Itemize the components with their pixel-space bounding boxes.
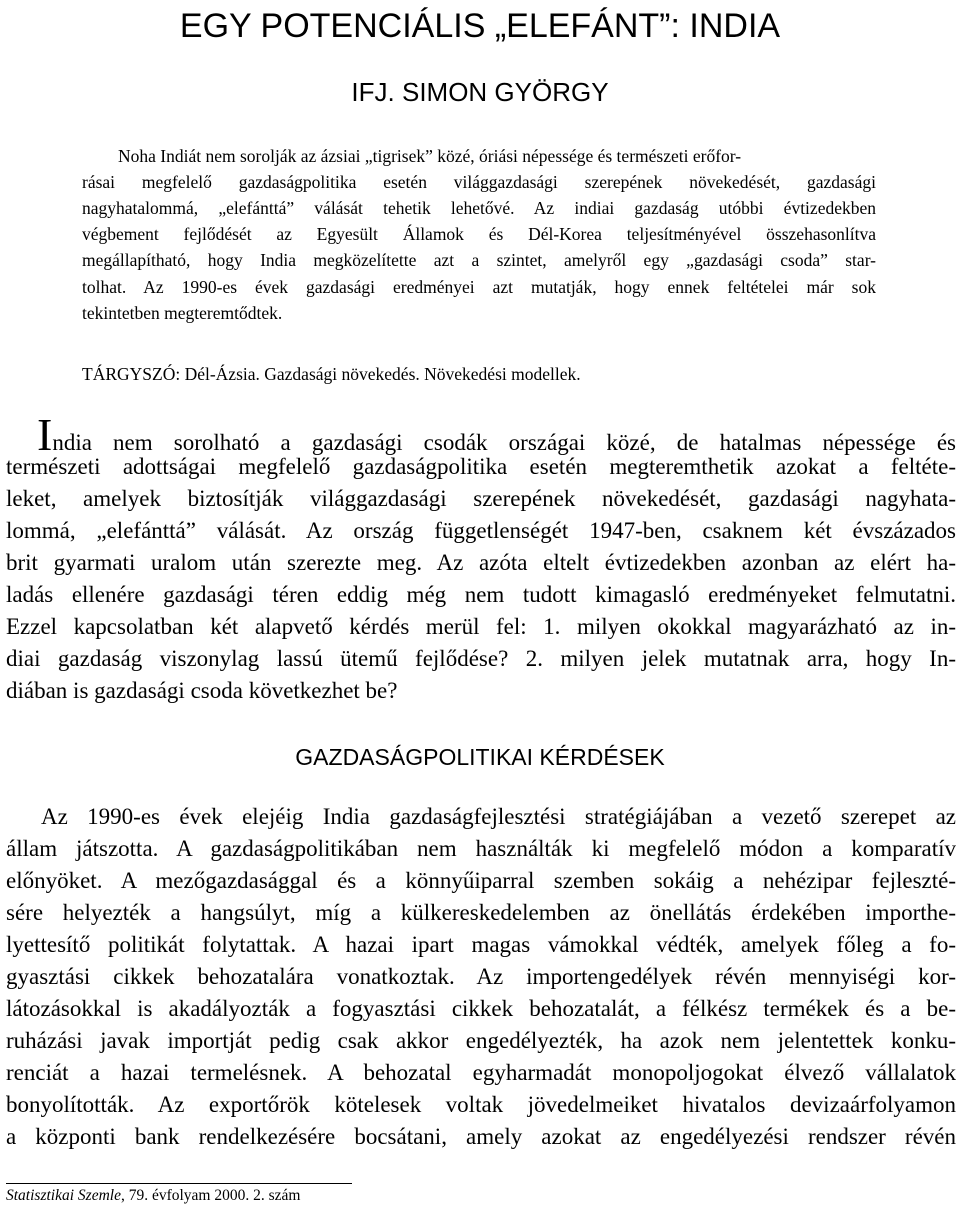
abstract-line: megállapítható, hogy India megközelítette azt a szintet, amelyről egy „gazdasági csoda” star- — [82, 250, 876, 270]
abstract-line: tolhat. Az 1990-es évek gazdasági eredményei azt mutatják, hogy ennek feltételei már sok — [82, 277, 876, 297]
intro-line-text: ndia nem sorolható a gazdasági csodák országai közé, de hatalmas népessége és — [52, 430, 956, 455]
body-line: gyasztási cikkek behozatalára vonatkoztak. Az importengedélyek révén mennyiségi kor- — [6, 964, 956, 989]
footnote-rule — [6, 1183, 352, 1184]
author-name: IFJ. SIMON GYÖRGY — [351, 77, 609, 107]
body-line: bonyolították. Az exportőrök kötelesek voltak jövedelmeiket hivatalos devizaárfolyamon — [6, 1092, 956, 1117]
body-line: sére helyezték a hangsúlyt, míg a külkereskedelemben az önellátás érdekében importhe- — [6, 900, 956, 925]
body-line: ruházási javak importját pedig csak akkor engedélyezték, ha azok nem jelentettek konku- — [6, 1028, 956, 1053]
body-line: renciát a hazai termelésnek. A behozatal egyharmadát monopoljogokat élvező vállalatok — [6, 1060, 956, 1085]
body-line: lommá, „elefánttá” válását. Az ország függetlenségét 1947-ben, csaknem két évszázados — [6, 518, 956, 543]
body-line: diai gazdaság viszonylag lassú ütemű fejlődése? 2. milyen jelek mutatnak arra, hogy In- — [6, 646, 956, 671]
abstract-line: tekintetben megteremtődtek. — [82, 303, 283, 323]
body-line: brit gyarmati uralom után szerezte meg. Az azóta eltelt évtizedekben azonban az elért ha- — [6, 550, 956, 575]
body-line: a központi bank rendelkezésére bocsátani, amely azokat az engedélyezési rendszer révén — [6, 1124, 956, 1149]
abstract-line: nagyhatalommá, „elefánttá” válását tehetik lehetővé. Az indiai gazdaság utóbbi évtizedekben — [82, 198, 876, 218]
body-line: Az 1990-es évek elejéig India gazdaságfejlesztési stratégiájában a vezető szerepet az — [41, 804, 956, 829]
abstract-line: rásai megfelelő gazdaságpolitika esetén világgazdasági szerepének növekedését, gazdasági — [82, 172, 876, 192]
body-line: előnyöket. A mezőgazdasággal és a könnyűiparral szemben sokáig a nehézipar fejleszté- — [6, 868, 956, 893]
journal-name: Statisztikai Szemle — [6, 1187, 121, 1204]
body-line: Ezzel kapcsolatban két alapvető kérdés merül fel: 1. milyen okokkal magyarázható az in- — [6, 614, 956, 639]
body-line: látozásokkal is akadályozták a fogyasztási cikkek behozatalát, a félkész termékek és a be- — [6, 996, 956, 1021]
body-line: állam játszotta. A gazdaságpolitikában nem használták ki megfelelő módon a komparatív — [6, 836, 956, 861]
drop-cap: I — [37, 409, 53, 460]
section-heading: GAZDASÁGPOLITIKAI KÉRDÉSEK — [295, 744, 665, 770]
issue-info: , 79. évfolyam 2000. 2. szám — [120, 1187, 301, 1204]
body-line: diában is gazdasági csoda következhet be? — [6, 678, 398, 703]
abstract-line: végbement fejlődését az Egyesült Államok és Dél-Korea teljesítményével összehasonlítva — [82, 224, 876, 244]
keywords: TÁRGYSZÓ: Dél-Ázsia. Gazdasági növekedés. Növekedési modellek. — [82, 364, 581, 384]
page-footer — [6, 1186, 300, 1206]
body-line: ladás ellenére gazdasági téren eddig még nem tudott kimagasló eredményeket felmutatni. — [6, 582, 956, 607]
abstract-line: Noha Indiát nem sorolják az ázsiai „tigrisek” közé, óriási népessége és természeti erőfor- — [118, 146, 742, 166]
article-title: EGY POTENCIÁLIS „ELEFÁNT”: INDIA — [179, 7, 781, 45]
body-line: leket, amelyek biztosítják világgazdasági szerepének növekedését, gazdasági nagyhata- — [6, 486, 956, 511]
body-line: lyettesítő politikát folytattak. A hazai ipart magas vámokkal védték, amelyek főleg a fo- — [6, 932, 956, 957]
body-line: természeti adottságai megfelelő gazdaságpolitika esetén megteremthetik azokat a feltéte- — [6, 454, 956, 479]
